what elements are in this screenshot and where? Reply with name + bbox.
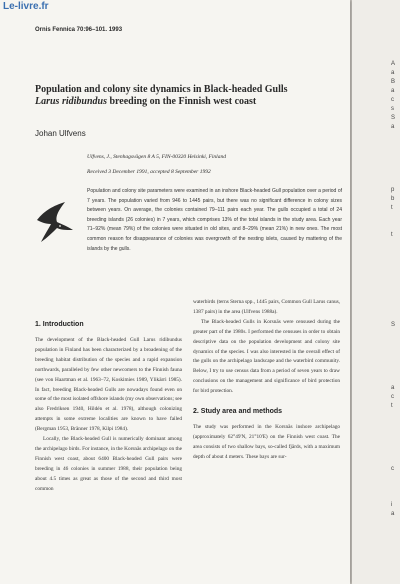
adjacent-page-glyph	[391, 348, 400, 357]
adjacent-page-glyph	[391, 411, 400, 420]
adjacent-page-glyph: i	[391, 502, 393, 508]
adjacent-page-glyph: t	[391, 403, 393, 409]
intro-paragraph-3: waterbirds (terns Sterna spp., 1445 pairs, Common Gull Larus canus, 1387 pairs) in the area (Ulfvens 1988a).	[193, 299, 340, 315]
adjacent-page-glyph: S	[391, 115, 396, 121]
adjacent-page-glyph	[391, 249, 400, 258]
adjacent-page-glyph: t	[391, 205, 393, 211]
adjacent-page-glyph: B	[391, 79, 396, 85]
adjacent-page-glyph: c	[391, 97, 394, 103]
adjacent-page-glyph	[391, 456, 400, 465]
adjacent-page-glyph	[391, 141, 400, 150]
title-line-2: breeding on the Finnish west coast	[106, 96, 257, 107]
watermark-logo: Le-livre.fr	[3, 1, 49, 12]
adjacent-page-glyph	[391, 330, 400, 339]
column-left	[35, 320, 182, 495]
title-line-1: Population and colony site dynamics in Black-headed Gulls	[35, 84, 288, 95]
section-heading-introduction: 1. Introduction	[35, 321, 84, 328]
adjacent-page-glyph	[391, 438, 400, 447]
article-title	[35, 84, 335, 108]
adjacent-page-glyph	[391, 159, 400, 168]
adjacent-page-glyph	[391, 429, 400, 438]
abstract: Population and colony site parameters were examined in an inshore Black-headed Gull population over a period of 7 years. The population varied from 946 to 1445 pairs, but there was no significant difference in colony sizes between years. On average, the colonies contained 79–111 pairs each year. The gulls occupied a total of 24 breeding islands (26 colonies) in 7 years, which comprises 13% of the total islands in the study area. Each year 71–92% (mean 79%) of the colonies were situated in old sites, and 8–29% (mean 21%) in new ones. The most common reason for disappearance of colonies was overgrowth of the nesting islets, caused by mattering of the islands by the gulls.	[87, 188, 342, 252]
adjacent-page-glyph	[391, 240, 400, 249]
adjacent-page-glyph	[391, 375, 400, 384]
adjacent-page-glyph	[391, 492, 400, 501]
adjacent-page-glyph: a	[391, 88, 395, 94]
adjacent-page-glyph: S	[391, 322, 396, 328]
adjacent-page-glyph	[391, 339, 400, 348]
adjacent-page-glyph	[391, 294, 400, 303]
column-right	[193, 298, 340, 463]
adjacent-page-glyph	[391, 150, 400, 159]
intro-paragraph-1: The development of the Black-headed Gull Larus ridibundus population in Finland has been characterized by a broadening of the breeding habitat distribution of the species and a rapid expansion northwards, paralleled by few other newcomers to the Finnish fauna (see von Haartman et al. 1963–72, Koskimies 1989, Ylikärri 1985). In fact, breeding Black-headed Gulls are nowadays found even on some of the most isolated offshore islands (my own observations; see also Fredriksen 1940, Hildén et al. 1978), although colonizing attempts in some extreme localities are known to have failed (Bergman 1953, Bränner 1978, Kilpi 1984).	[35, 337, 183, 433]
adjacent-page-glyph	[391, 420, 400, 429]
adjacent-page-glyph	[391, 258, 400, 267]
section-heading-study-area: 2. Study area and methods	[193, 408, 283, 416]
adjacent-page-glyph	[391, 168, 400, 177]
adjacent-page-glyph: b	[391, 196, 395, 202]
adjacent-page-glyph: a	[391, 124, 395, 130]
adjacent-page-glyph: a	[391, 511, 395, 517]
adjacent-page-glyph	[391, 132, 400, 141]
gull-illustration	[35, 200, 75, 244]
adjacent-page-glyph	[391, 177, 400, 186]
study-area-paragraph: The study was performed in the Korsnäs inshore archipelago (approximately 62°49'N, 21°10'E) on the Finnish west coast. The area consists of two shallow bays, so-called fjärds, with a maximum depth of about 4 meters. These bays are sur-	[193, 424, 340, 460]
intro-paragraph-4: The Black-headed Gulls in Korsnäs were censused during the greater part of the 1980s. I performed the censuses in order to obtain descriptive data on the population development and colony site dynamics of the species. I was also interested in the overall effect of the gulls on the archipelago landscape and the waterbird community. Below, I try to use census data from a period of seven years to draw conclusions on the management and significance of bird protection for bird protection.	[193, 318, 340, 395]
intro-paragraph-2: Locally, the Black-headed Gull is numerically dominant among the archipelago birds. For instance, in the Korsnäs archipelago on the Finnish west coast, about 6400 Black-headed Gull pairs were breeding in 46 colonies in summer 1988, their population being about 4.5 times as great as those of the second and third most common	[35, 436, 182, 492]
adjacent-page-glyph: p	[391, 187, 395, 193]
adjacent-page-glyph	[391, 213, 400, 222]
author-address: Ulfvens, J., Stenhagsvägen 8 A 5, FIN-00320 Helsinki, Finland	[87, 154, 226, 160]
adjacent-page-glyph	[391, 285, 400, 294]
adjacent-page-glyph	[391, 312, 400, 321]
journal-citation: Ornis Fennica 70:96–101. 1993	[35, 27, 123, 33]
adjacent-page-glyph	[391, 366, 400, 375]
adjacent-page-glyph	[391, 222, 400, 231]
adjacent-page-glyph	[391, 447, 400, 456]
adjacent-page-glyph: s	[391, 106, 394, 112]
author-name: Johan Ulfvens	[35, 129, 86, 138]
adjacent-page-glyph	[391, 303, 400, 312]
received-date: Received 3 December 1991, accepted 8 September 1992	[87, 169, 211, 175]
adjacent-page-glyph: a	[391, 385, 395, 391]
adjacent-page-glyph	[391, 474, 400, 483]
adjacent-page-glyph: a	[391, 70, 395, 76]
adjacent-page-glyph	[391, 276, 400, 285]
adjacent-page-glyph	[391, 267, 400, 276]
title-species: Larus ridibundus	[35, 96, 107, 107]
adjacent-page-glyph	[391, 483, 400, 492]
adjacent-page-glyph: A	[391, 61, 396, 67]
adjacent-page-glyph: c	[391, 394, 394, 400]
adjacent-page-glyph: t	[391, 232, 393, 238]
adjacent-page-text	[391, 60, 400, 519]
adjacent-page-glyph	[391, 357, 400, 366]
adjacent-page-glyph: c	[391, 466, 394, 472]
